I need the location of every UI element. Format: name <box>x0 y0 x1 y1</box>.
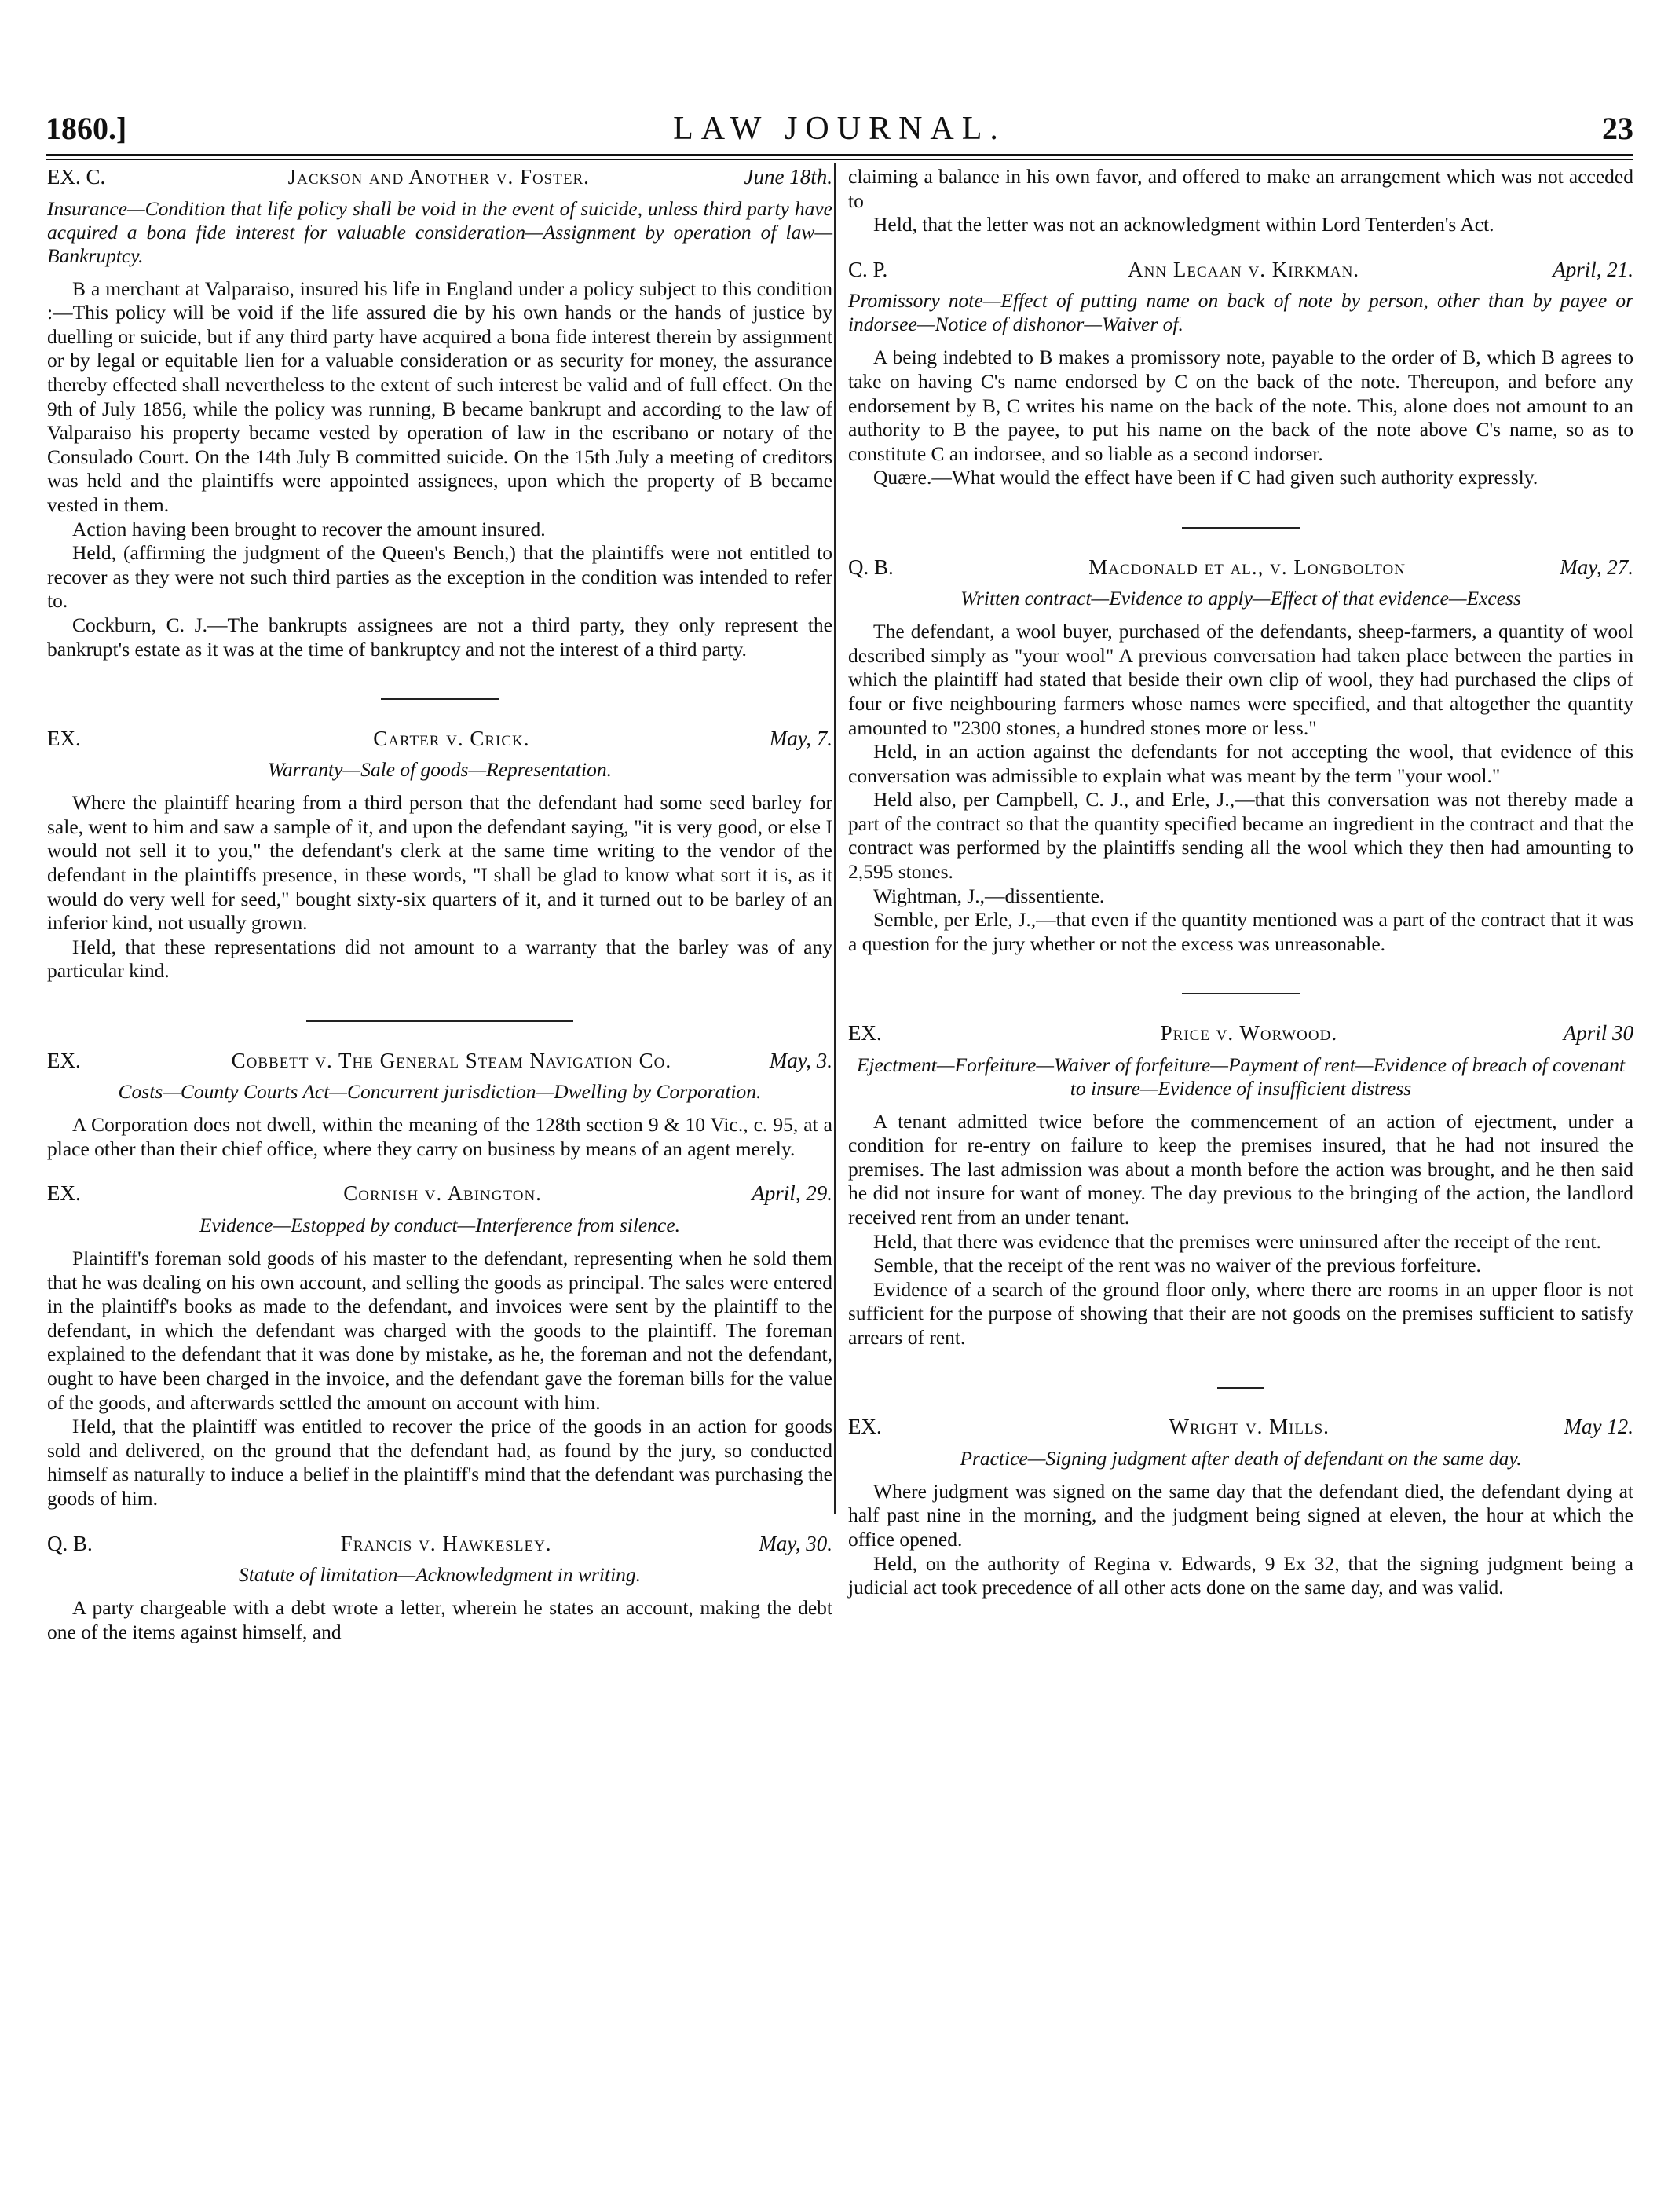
case-title: Carter v. Crick. <box>373 726 530 750</box>
case-lecaan-v-kirkman <box>848 258 1633 490</box>
case-court: C. P. <box>848 257 888 281</box>
case-date: June 18th. <box>744 165 832 189</box>
continued-paragraph: Held, that the letter was not an acknowledgment within Lord Tenterden's Act. <box>873 213 1494 236</box>
case-date: May, 27. <box>1560 555 1633 579</box>
case-paragraph: A being indebted to B makes a promissory note, payable to the order of B, which B agrees to take on having C's name endorsed by C on the back of the note. Thereupon, and before any endorsement by B, C writes his name on the back of the note. This, alone does not amount to an authority to B the payee, to put his name on the back of the note above C's name, so as to constitute C an indorsee, and so liable as a second indorser. <box>848 346 1633 465</box>
case-subject: Evidence—Estopped by conduct—Interference from silence. <box>199 1214 681 1236</box>
section-separator <box>47 682 832 706</box>
right-column <box>848 165 1633 1621</box>
case-heading <box>47 1181 832 1206</box>
column-divider <box>834 163 836 1514</box>
case-paragraph: Wightman, J.,—dissentiente. <box>873 884 1105 907</box>
case-subject: Costs—County Courts Act—Concurrent jurisdiction—Dwelling by Corporation. <box>118 1080 762 1104</box>
case-paragraph: Cockburn, C. J.—The bankrupts assignees are not a third party, they only represent the bankrupt's estate as it was at the time of bankruptcy and not the interest of a third party. <box>47 613 832 661</box>
case-subject: Written contract—Evidence to apply—Effect of that evidence—Excess <box>960 587 1521 610</box>
case-heading <box>848 258 1633 282</box>
header-rule <box>46 154 1633 160</box>
case-paragraph: Where judgment was signed on the same day that the defendant died, the defendant dying at half past nine in the morning, and the judgment being signed at eleven, the hour at which the office opened. <box>848 1479 1633 1551</box>
section-separator <box>848 976 1633 1001</box>
case-court: EX. <box>47 726 81 750</box>
case-title: Cornish v. Abington. <box>343 1181 542 1206</box>
case-heading <box>47 165 832 189</box>
case-heading <box>47 727 832 751</box>
case-court: EX. C. <box>47 165 106 189</box>
case-wright-v-mills <box>848 1415 1633 1600</box>
case-paragraph: Held, that the plaintiff was entitled to recover the price of the goods in an action for goods sold and delivered, on the ground that the defendant had, as found by the jury, so conducted himself as naturally to induce a belief in the plaintiff's mind that the defendant was purchasing the goods of him. <box>47 1415 832 1510</box>
journal-title: LAW JOURNAL. <box>673 111 1006 147</box>
case-court: EX. <box>47 1048 81 1072</box>
case-title: Ann Lecaan v. Kirkman. <box>1128 257 1360 281</box>
case-paragraph: Action having been brought to recover the amount insured. <box>72 517 546 540</box>
left-column <box>47 165 832 1664</box>
case-paragraph: Held also, per Campbell, C. J., and Erle, J.,—that this conversation was not thereby made a part of the contract so that the quantity specified became an ingredient in the contract and that the contract was performed by the plaintiffs sending all the wool which they then had amounting to 2,595 stones. <box>848 788 1633 884</box>
case-date: May, 3. <box>769 1048 832 1072</box>
header-year: 1860.] <box>46 111 127 146</box>
case-subject: Warranty—Sale of goods—Representation. <box>268 758 612 782</box>
case-paragraph: Held, on the authority of Regina v. Edwards, 9 Ex 32, that the signing judgment being a judicial act took precedence of all other acts done on the same day, and was valid. <box>848 1551 1633 1599</box>
case-paragraph: Held, (affirming the judgment of the Queen's Bench,) that the plaintiffs were not entitled to recover as they were not such third parties as the exception in the condition was intended to refer to. <box>47 541 832 613</box>
case-heading <box>848 555 1633 580</box>
case-subject: Ejectment—Forfeiture—Waiver of forfeiture—Payment of rent—Evidence of breach of covenant to insure—Evidence of insufficient distress <box>856 1053 1626 1100</box>
case-court: Q. B. <box>47 1531 93 1555</box>
section-separator <box>848 511 1633 535</box>
case-heading <box>848 1415 1633 1439</box>
case-paragraph: Semble, per Erle, J.,—that even if the quantity mentioned was a part of the contract that it was a question for the jury whether or not the excess was unreasonable. <box>848 908 1633 955</box>
case-date: April 30 <box>1563 1021 1633 1046</box>
case-macdonald-v-longbolton <box>848 555 1633 957</box>
case-paragraph: A Corporation does not dwell, within the meaning of the 128th section 9 & 10 Vic., c. 95, at a place other than their chief office, where they carry on business by means of an agent merely. <box>47 1113 832 1160</box>
case-date: May, 7. <box>769 726 832 750</box>
case-cornish-v-abington <box>47 1181 832 1511</box>
case-subject: Practice—Signing judgment after death of defendant on the same day. <box>960 1446 1522 1470</box>
case-cobbett-v-general-steam <box>47 1049 832 1162</box>
case-paragraph: Held, that there was evidence that the premises were uninsured after the receipt of the rent. <box>873 1229 1601 1253</box>
case-paragraph: Evidence of a search of the ground floor only, where there are rooms in an upper floor is not sufficient for the purpose of showing that their are not goods on the premises sufficient to satisfy arrears of rent. <box>848 1277 1633 1349</box>
case-paragraph: Held, in an action against the defendants for not accepting the wool, that evidence of this conversation was admissible to explain what was meant by the term "your wool." <box>848 740 1633 787</box>
case-court: EX. <box>848 1021 882 1046</box>
case-price-v-worwood <box>848 1021 1633 1350</box>
case-paragraph: A tenant admitted twice before the commencement of an action of ejectment, under a condition for re-entry on failure to keep the premises insured, that he had not insured the premises. The last admission was about a month before the action was brought, and he then said he did not insure for want of money. The day previous to the bringing of the action, the landlord received rent from an under tenant. <box>848 1109 1633 1229</box>
case-paragraph: Where the plaintiff hearing from a third person that the defendant had some seed barley for sale, went to him and saw a sample of it, and upon the defendant saying, "it is very good, or else I would not sell it to you," the defendant's clerk at the same time writing to the vendor of the defendant in the plaintiffs presence, in these words, "I shall be glad to know what sort it is, as it would do very well for seed," bought sixty-six quarters of it, and it turned out to be barley of an inferior kind, not usually grown. <box>47 791 832 935</box>
case-title: Price v. Worwood. <box>1160 1021 1338 1046</box>
case-carter-v-crick <box>47 727 832 983</box>
case-continuation <box>848 165 1633 237</box>
section-separator <box>47 1004 832 1028</box>
case-court: EX. <box>47 1181 81 1206</box>
case-jackson-v-foster <box>47 165 832 661</box>
case-heading <box>47 1049 832 1073</box>
case-subject: Insurance—Condition that life policy shall be void in the event of suicide, unless third party have acquired a bona fide interest for valuable consideration—Assignment by operation of law—Bankruptcy. <box>47 196 832 267</box>
case-court: Q. B. <box>848 555 894 579</box>
case-heading <box>47 1532 832 1556</box>
case-paragraph: Quære.—What would the effect have been if C had given such authority expressly. <box>873 466 1538 489</box>
case-paragraph: The defendant, a wool buyer, purchased of the defendants, sheep-farmers, a quantity of wool described simply as "your wool" A previous conversation had taken place between the parties in which the plaintiff had stated that beside their own clip of wool, they had purchased the clips of four or five neighbouring farmers whose names were specified, and that altogether the quantity amounted to "2300 stones, a hundred stones more or less." <box>848 620 1633 739</box>
case-date: April, 21. <box>1553 257 1633 281</box>
case-paragraph: Plaintiff's foreman sold goods of his master to the defendant, representing when he sold them that he was dealing on his own account, and selling the goods as principal. The sales were entered in the plaintiff's books as made to the defendant, and invoices were sent by the plaintiff to the defendant, in which the defendant was charged with the goods to the plaintiff. The foreman explained to the defendant that it was done by mistake, as he, the foreman and not the defendant, ought to have been charged in the invoice, and the defendant gave the foreman bills for the value of the goods, and afterwards settled the amount on account with him. <box>47 1247 832 1414</box>
case-subject: Statute of limitation—Acknowledgment in writing. <box>238 1563 642 1587</box>
case-paragraph: B a merchant at Valparaiso, insured his life in England under a policy subject to this condition :—This policy will be void if the life assured die by his own hands or the hands of justice by duelling or suicide, but if any third party have acquired a bona fide interest therein by assignment or by legal or equitable lien for a valuable consideration or as security for money, the assurance thereby effected shall nevertheless to the extent of such interest be valid and of full effect. On the 9th of July 1856, while the policy was running, B became bankrupt and according to the law of Valparaiso his property became vested by operation of law in the escribano or notary of the Consulado Court. On the 14th July B committed suicide. On the 15th July a meeting of creditors was held and the plaintiffs were appointed assignees, upon which the property of B became vested in them. <box>47 276 832 516</box>
case-title: Macdonald et al., v. Longbolton <box>1088 555 1406 579</box>
case-paragraph: Held, that these representations did not amount to a warranty that the barley was of any particular kind. <box>47 935 832 983</box>
case-title: Cobbett v. The General Steam Navigation Co. <box>231 1048 672 1072</box>
case-title: Francis v. Hawkesley. <box>340 1531 552 1555</box>
case-subject: Promissory note—Effect of putting name on back of note by person, other than by payee or indorsee—Notice of dishonor—Waiver of. <box>848 289 1633 336</box>
case-paragraph: A party chargeable with a debt wrote a letter, wherein he states an account, making the debt one of the items against himself, and <box>47 1596 832 1643</box>
page-number: 23 <box>1602 111 1633 146</box>
continued-paragraph: claiming a balance in his own favor, and offered to make an arrangement which was not acceded to <box>848 165 1633 212</box>
case-title: Jackson and Another v. Foster. <box>287 165 590 189</box>
case-date: May, 30. <box>759 1531 832 1555</box>
case-court: EX. <box>848 1415 882 1439</box>
case-francis-v-hawkesley <box>47 1532 832 1645</box>
case-date: May 12. <box>1564 1415 1633 1439</box>
case-date: April, 29. <box>752 1181 832 1206</box>
case-heading <box>848 1021 1633 1046</box>
case-paragraph: Semble, that the receipt of the rent was no waiver of the previous forfeiture. <box>873 1254 1481 1277</box>
section-separator <box>848 1371 1633 1395</box>
case-title: Wright v. Mills. <box>1169 1415 1330 1439</box>
